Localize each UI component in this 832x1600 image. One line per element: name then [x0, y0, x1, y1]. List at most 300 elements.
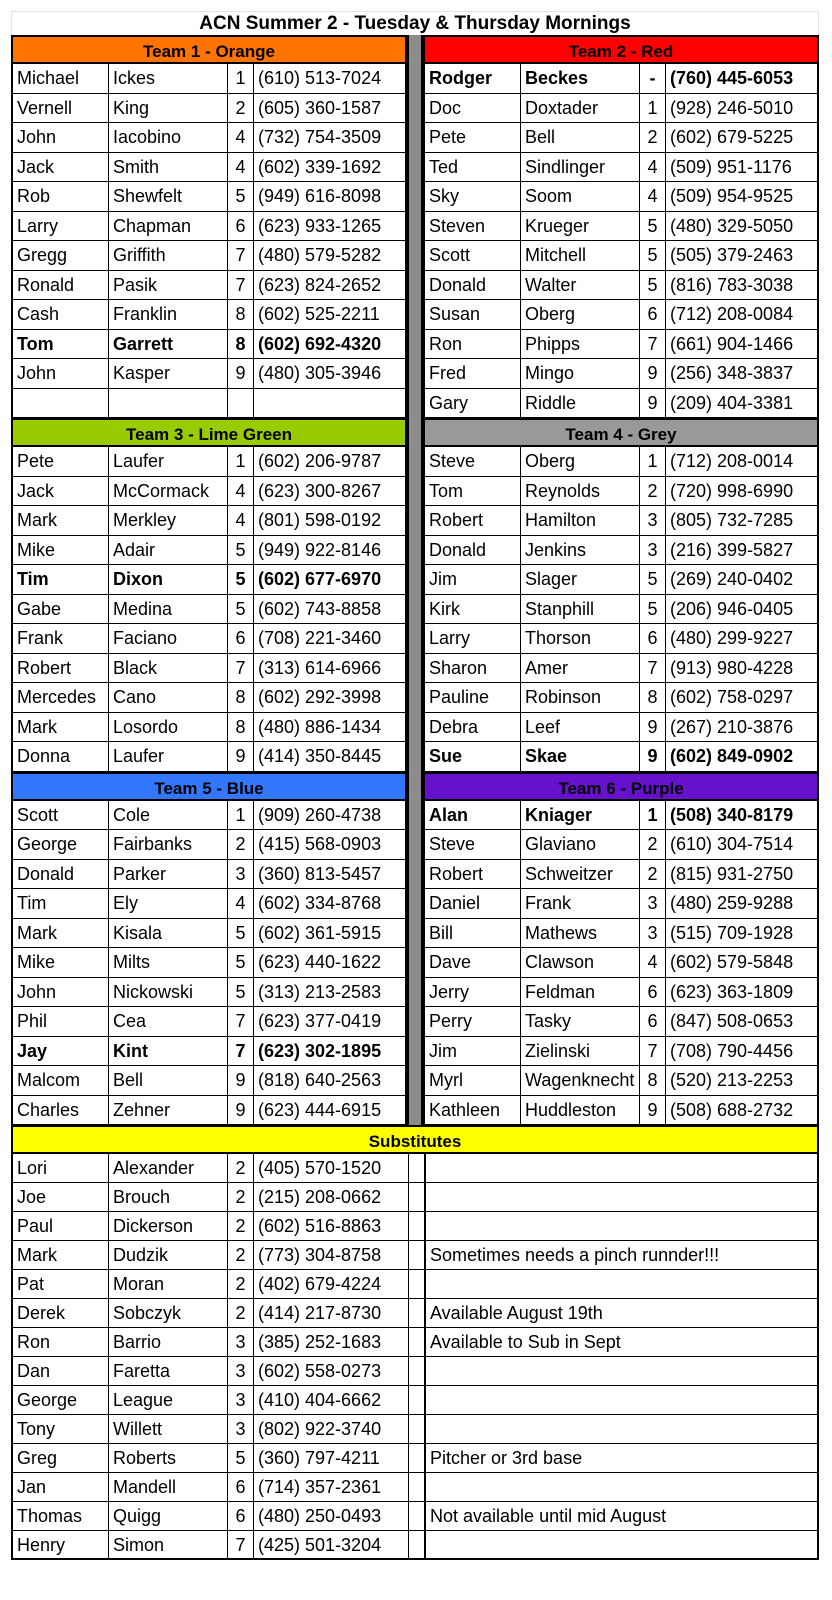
- roster-sheet: [11, 11, 819, 1560]
- first-name-cell: Mike: [13, 536, 109, 565]
- phone-cell: (256) 348-3837: [670, 363, 794, 383]
- phone-cell: (623) 363-1809: [670, 981, 794, 1002]
- first-name-cell: George: [13, 1386, 109, 1414]
- phone-cell: (732) 754-3509: [258, 127, 382, 147]
- last-name-cell: Adair: [109, 536, 228, 565]
- player-row: [11, 300, 407, 330]
- phone-cell: (313) 614-6966: [258, 657, 382, 678]
- level-cell: 9: [640, 713, 666, 742]
- phone-cell: (508) 340-8179: [670, 804, 794, 825]
- first-name-cell: Steven: [425, 212, 521, 241]
- phone-cell: (605) 360-1587: [258, 97, 382, 118]
- level-cell: 4: [640, 153, 666, 182]
- phone-cell: (623) 824-2652: [258, 274, 382, 295]
- first-name-cell: Robert: [425, 860, 521, 889]
- phone-cell: (480) 299-9227: [670, 628, 794, 648]
- player-row: [11, 801, 407, 831]
- level-cell: 2: [640, 123, 666, 152]
- level-cell: 7: [228, 1037, 254, 1066]
- phone-cell: (602) 292-3998: [258, 687, 382, 707]
- last-name-cell: Franklin: [109, 300, 228, 329]
- phone-cell: (847) 508-0653: [670, 1011, 794, 1031]
- level-cell: 5: [228, 595, 254, 624]
- phone-cell: (402) 679-4224: [254, 1270, 409, 1298]
- level-cell: 3: [228, 1415, 254, 1443]
- level-cell: 5: [228, 536, 254, 565]
- first-name-cell: Mark: [13, 506, 109, 535]
- level-cell: 5: [228, 978, 254, 1007]
- last-name-cell: Roberts: [109, 1444, 228, 1472]
- player-row: [423, 713, 819, 743]
- phone-cell: (602) 849-0902: [670, 746, 794, 766]
- first-name-cell: Scott: [425, 241, 521, 270]
- last-name-cell: Brouch: [109, 1183, 228, 1211]
- last-name-cell: Fairbanks: [109, 830, 228, 859]
- spacer-cell: [409, 1357, 425, 1385]
- last-name-cell: Zielinski: [521, 1037, 640, 1066]
- last-name-cell: Mandell: [109, 1473, 228, 1501]
- last-name-cell: Feldman: [521, 978, 640, 1007]
- team-header: Team 1 - Orange: [11, 35, 407, 64]
- player-row: [423, 536, 819, 566]
- spacer-cell: [409, 1386, 425, 1414]
- last-name-cell: Stanphill: [521, 595, 640, 624]
- first-name-cell: Susan: [425, 300, 521, 329]
- level-cell: 7: [228, 271, 254, 300]
- phone-cell: (623) 302-1895: [258, 1040, 382, 1061]
- phone-cell: (714) 357-2361: [254, 1473, 409, 1501]
- note-cell: [425, 1212, 821, 1240]
- level-cell: 2: [640, 860, 666, 889]
- level-cell: 5: [640, 565, 666, 594]
- teams-grid: [11, 35, 819, 1125]
- last-name-cell: Black: [109, 654, 228, 683]
- last-name-cell: Huddleston: [521, 1096, 640, 1125]
- phone-cell: (360) 797-4211: [254, 1444, 409, 1472]
- first-name-cell: Ted: [425, 153, 521, 182]
- level-cell: 4: [228, 123, 254, 152]
- last-name-cell: Ely: [109, 889, 228, 918]
- last-name-cell: Glaviano: [521, 830, 640, 859]
- first-name-cell: Pete: [13, 447, 109, 476]
- first-name-cell: Debra: [425, 713, 521, 742]
- note-cell: Not available until mid August: [425, 1502, 821, 1530]
- first-name-cell: Tim: [13, 889, 109, 918]
- first-name-cell: Malcom: [13, 1066, 109, 1095]
- phone-cell: (909) 260-4738: [258, 804, 382, 825]
- note-cell: [425, 1473, 821, 1501]
- last-name-cell: Zehner: [109, 1096, 228, 1125]
- first-name-cell: Kirk: [425, 595, 521, 624]
- phone-cell: (602) 206-9787: [258, 451, 382, 471]
- phone-cell: (602) 743-8858: [258, 598, 382, 619]
- level-cell: 9: [228, 1066, 254, 1095]
- phone-cell: (760) 445-6053: [670, 68, 794, 88]
- last-name-cell: Soom: [521, 182, 640, 211]
- last-name-cell: Schweitzer: [521, 860, 640, 889]
- level-cell: 8: [228, 330, 254, 359]
- first-name-cell: Larry: [13, 212, 109, 241]
- level-cell: 4: [228, 889, 254, 918]
- phone-cell: (802) 922-3740: [254, 1415, 409, 1443]
- note-cell: [425, 1154, 821, 1182]
- team-block: [423, 35, 819, 418]
- first-name-cell: Rob: [13, 182, 109, 211]
- last-name-cell: Sobczyk: [109, 1299, 228, 1327]
- phone-cell: (414) 217-8730: [254, 1299, 409, 1327]
- first-name-cell: Thomas: [13, 1502, 109, 1530]
- player-row: [11, 624, 407, 654]
- first-name-cell: Pat: [13, 1270, 109, 1298]
- note-cell: [425, 1531, 821, 1558]
- phone-cell: (661) 904-1466: [670, 333, 794, 354]
- first-name-cell: Sky: [425, 182, 521, 211]
- last-name-cell: Medina: [109, 595, 228, 624]
- last-name-cell: Kniager: [521, 801, 640, 830]
- team-pair: [11, 772, 819, 1126]
- phone-cell: (602) 677-6970: [258, 569, 382, 589]
- level-cell: 3: [228, 860, 254, 889]
- last-name-cell: Griffith: [109, 241, 228, 270]
- note-cell: [425, 1270, 821, 1298]
- phone-cell: (623) 440-1622: [258, 952, 382, 972]
- level-cell: 9: [640, 389, 666, 418]
- player-row: [11, 1007, 407, 1037]
- team-header: Team 3 - Lime Green: [11, 418, 407, 447]
- spacer-cell: [409, 1415, 425, 1443]
- player-row: [423, 506, 819, 536]
- phone-cell: (816) 783-3038: [670, 274, 794, 295]
- player-row: [11, 978, 407, 1008]
- last-name-cell: Sindlinger: [521, 153, 640, 182]
- level-cell: 2: [228, 1241, 254, 1269]
- substitute-row: [11, 1357, 819, 1386]
- level-cell: 3: [640, 536, 666, 565]
- phone-cell: (215) 208-0662: [254, 1183, 409, 1211]
- last-name-cell: Laufer: [109, 742, 228, 771]
- first-name-cell: Cash: [13, 300, 109, 329]
- first-name-cell: John: [13, 123, 109, 152]
- level-cell: 7: [640, 654, 666, 683]
- player-row: [423, 860, 819, 890]
- last-name-cell: Parker: [109, 860, 228, 889]
- last-name-cell: Cole: [109, 801, 228, 830]
- column-divider: [407, 35, 423, 418]
- first-name-cell: Tim: [13, 565, 109, 594]
- phone-cell: (520) 213-2253: [670, 1070, 794, 1090]
- note-cell: Pitcher or 3rd base: [425, 1444, 821, 1472]
- player-row: [423, 889, 819, 919]
- team-header: Team 4 - Grey: [423, 418, 819, 447]
- first-name-cell: Mercedes: [13, 683, 109, 712]
- last-name-cell: Dickerson: [109, 1212, 228, 1240]
- first-name-cell: Vernell: [13, 94, 109, 123]
- player-row: [11, 654, 407, 684]
- first-name-cell: George: [13, 830, 109, 859]
- player-row: [423, 153, 819, 183]
- spacer-cell: [409, 1299, 425, 1327]
- level-cell: 5: [228, 182, 254, 211]
- phone-cell: (405) 570-1520: [254, 1154, 409, 1182]
- player-row: [11, 506, 407, 536]
- last-name-cell: Willett: [109, 1415, 228, 1443]
- first-name-cell: Jim: [425, 565, 521, 594]
- team-pair: [11, 418, 819, 772]
- spacer-cell: [409, 1270, 425, 1298]
- last-name-cell: Losordo: [109, 713, 228, 742]
- phone-cell: (602) 339-1692: [258, 156, 382, 177]
- phone-cell: (623) 444-6915: [258, 1099, 382, 1120]
- level-cell: 5: [640, 595, 666, 624]
- last-name-cell: Leef: [521, 713, 640, 742]
- last-name-cell: Smith: [109, 153, 228, 182]
- player-row: [423, 742, 819, 772]
- phone-cell: (708) 221-3460: [258, 628, 382, 648]
- player-row: [423, 447, 819, 477]
- first-name-cell: Steve: [425, 830, 521, 859]
- last-name-cell: Oberg: [521, 300, 640, 329]
- first-name-cell: Tom: [425, 477, 521, 506]
- player-row: [11, 330, 407, 360]
- phone-cell: (805) 732-7285: [670, 510, 794, 530]
- level-cell: 5: [640, 271, 666, 300]
- first-name-cell: Greg: [13, 1444, 109, 1472]
- last-name-cell: Moran: [109, 1270, 228, 1298]
- level-cell: 8: [640, 683, 666, 712]
- first-name-cell: Donald: [425, 271, 521, 300]
- level-cell: 3: [228, 1386, 254, 1414]
- level-cell: 9: [640, 359, 666, 388]
- phone-cell: (602) 525-2211: [258, 304, 380, 324]
- player-row: [11, 948, 407, 978]
- level-cell: 6: [228, 1502, 254, 1530]
- last-name-cell: Cano: [109, 683, 228, 712]
- phone-cell: (773) 304-8758: [254, 1241, 409, 1269]
- player-row: [11, 477, 407, 507]
- player-row: [11, 182, 407, 212]
- phone-cell: (610) 513-7024: [258, 68, 382, 88]
- level-cell: 7: [228, 1007, 254, 1036]
- team-block: [423, 772, 819, 1126]
- level-cell: 9: [640, 1096, 666, 1125]
- level-cell: 3: [228, 1328, 254, 1356]
- phone-cell: (602) 758-0297: [670, 687, 794, 707]
- phone-cell: (949) 616-8098: [258, 186, 382, 206]
- player-row: [11, 389, 407, 419]
- level-cell: 2: [228, 94, 254, 123]
- note-cell: [425, 1415, 821, 1443]
- first-name-cell: Kathleen: [425, 1096, 521, 1125]
- player-row: [423, 271, 819, 301]
- last-name-cell: Tasky: [521, 1007, 640, 1036]
- last-name-cell: Merkley: [109, 506, 228, 535]
- note-cell: [425, 1183, 821, 1211]
- substitute-row: [11, 1473, 819, 1502]
- last-name-cell: Oberg: [521, 447, 640, 476]
- player-row: [423, 624, 819, 654]
- player-row: [11, 742, 407, 772]
- spacer-cell: [409, 1183, 425, 1211]
- player-row: [423, 123, 819, 153]
- level-cell: 3: [640, 889, 666, 918]
- phone-cell: (269) 240-0402: [670, 569, 794, 589]
- first-name-cell: Steve: [425, 447, 521, 476]
- last-name-cell: Frank: [521, 889, 640, 918]
- phone-cell: (928) 246-5010: [670, 97, 794, 118]
- note-cell: Available August 19th: [425, 1299, 821, 1327]
- first-name-cell: Pete: [425, 123, 521, 152]
- first-name-cell: Tony: [13, 1415, 109, 1443]
- last-name-cell: Iacobino: [109, 123, 228, 152]
- first-name-cell: Mark: [13, 919, 109, 948]
- player-row: [11, 713, 407, 743]
- first-name-cell: Jim: [425, 1037, 521, 1066]
- first-name-cell: Mark: [13, 713, 109, 742]
- player-row: [11, 241, 407, 271]
- last-name-cell: Jenkins: [521, 536, 640, 565]
- phone-cell: (801) 598-0192: [258, 510, 382, 530]
- player-row: [423, 389, 819, 419]
- first-name-cell: Jan: [13, 1473, 109, 1501]
- last-name-cell: King: [109, 94, 228, 123]
- first-name-cell: Lori: [13, 1154, 109, 1182]
- last-name-cell: Clawson: [521, 948, 640, 977]
- player-row: [11, 447, 407, 477]
- first-name-cell: John: [13, 359, 109, 388]
- phone-cell: (480) 329-5050: [670, 215, 794, 236]
- level-cell: 8: [640, 1066, 666, 1095]
- substitute-row: [11, 1386, 819, 1415]
- last-name-cell: Garrett: [109, 330, 228, 359]
- level-cell: 8: [228, 300, 254, 329]
- phone-cell: (425) 501-3204: [254, 1531, 409, 1558]
- level-cell: 3: [228, 1357, 254, 1385]
- last-name-cell: Dudzik: [109, 1241, 228, 1269]
- first-name-cell: Jerry: [425, 978, 521, 1007]
- last-name-cell: Doxtader: [521, 94, 640, 123]
- phone-cell: (602) 679-5225: [670, 127, 794, 147]
- team-block: [11, 772, 407, 1126]
- player-row: [423, 212, 819, 242]
- first-name-cell: Derek: [13, 1299, 109, 1327]
- player-row: [423, 1096, 819, 1126]
- level-cell: 9: [228, 742, 254, 771]
- phone-cell: (602) 579-5848: [670, 952, 794, 972]
- last-name-cell: Barrio: [109, 1328, 228, 1356]
- last-name-cell: Kint: [109, 1037, 228, 1066]
- level-cell: 6: [640, 624, 666, 653]
- phone-cell: [254, 389, 409, 418]
- player-row: [423, 948, 819, 978]
- substitute-row: [11, 1502, 819, 1531]
- player-row: [11, 595, 407, 625]
- first-name-cell: [13, 389, 109, 418]
- first-name-cell: Robert: [13, 654, 109, 683]
- last-name-cell: Skae: [521, 742, 640, 771]
- substitute-row: [11, 1183, 819, 1212]
- player-row: [11, 889, 407, 919]
- substitute-row: [11, 1444, 819, 1473]
- first-name-cell: Tom: [13, 330, 109, 359]
- first-name-cell: Bill: [425, 919, 521, 948]
- level-cell: 6: [640, 1007, 666, 1036]
- level-cell: 2: [228, 1299, 254, 1327]
- last-name-cell: Beckes: [521, 64, 640, 93]
- first-name-cell: Sue: [425, 742, 521, 771]
- level-cell: 2: [228, 1183, 254, 1211]
- level-cell: 8: [228, 713, 254, 742]
- level-cell: 5: [640, 212, 666, 241]
- last-name-cell: Walter: [521, 271, 640, 300]
- spacer-cell: [409, 1444, 425, 1472]
- player-row: [423, 654, 819, 684]
- substitutes-section: [11, 1125, 819, 1560]
- phone-cell: (209) 404-3381: [670, 392, 794, 413]
- phone-cell: (508) 688-2732: [670, 1099, 794, 1120]
- level-cell: 4: [228, 506, 254, 535]
- player-row: [423, 683, 819, 713]
- phone-cell: (515) 709-1928: [670, 922, 794, 943]
- first-name-cell: Donald: [425, 536, 521, 565]
- first-name-cell: Ron: [425, 330, 521, 359]
- last-name-cell: Dixon: [109, 565, 228, 594]
- level-cell: 7: [640, 1037, 666, 1066]
- player-row: [423, 477, 819, 507]
- level-cell: 9: [640, 742, 666, 771]
- first-name-cell: Charles: [13, 1096, 109, 1125]
- phone-cell: (818) 640-2563: [258, 1070, 382, 1090]
- level-cell: 6: [228, 1473, 254, 1501]
- note-cell: [425, 1357, 821, 1385]
- level-cell: 4: [228, 153, 254, 182]
- phone-cell: (480) 886-1434: [258, 716, 382, 737]
- spacer-cell: [409, 1154, 425, 1182]
- player-row: [11, 212, 407, 242]
- last-name-cell: Alexander: [109, 1154, 228, 1182]
- substitute-row: [11, 1531, 819, 1560]
- phone-cell: (385) 252-1683: [254, 1328, 409, 1356]
- phone-cell: (206) 946-0405: [670, 598, 794, 619]
- phone-cell: (480) 250-0493: [254, 1502, 409, 1530]
- level-cell: 5: [228, 919, 254, 948]
- level-cell: 3: [640, 919, 666, 948]
- first-name-cell: Ron: [13, 1328, 109, 1356]
- player-row: [11, 1066, 407, 1096]
- first-name-cell: Myrl: [425, 1066, 521, 1095]
- level-cell: 2: [228, 1212, 254, 1240]
- spacer-cell: [409, 1241, 425, 1269]
- player-row: [423, 1066, 819, 1096]
- last-name-cell: Faciano: [109, 624, 228, 653]
- level-cell: 2: [640, 477, 666, 506]
- phone-cell: (712) 208-0084: [670, 304, 794, 324]
- substitute-row: [11, 1328, 819, 1357]
- team-block: [11, 35, 407, 418]
- last-name-cell: McCormack: [109, 477, 228, 506]
- phone-cell: (216) 399-5827: [670, 539, 794, 560]
- phone-cell: (949) 922-8146: [258, 539, 382, 560]
- player-row: [423, 919, 819, 949]
- phone-cell: (623) 933-1265: [258, 215, 382, 236]
- first-name-cell: Daniel: [425, 889, 521, 918]
- player-row: [423, 978, 819, 1008]
- player-row: [11, 1037, 407, 1067]
- phone-cell: (610) 304-7514: [670, 834, 794, 854]
- note-cell: [425, 1386, 821, 1414]
- player-row: [423, 300, 819, 330]
- first-name-cell: John: [13, 978, 109, 1007]
- level-cell: 5: [228, 565, 254, 594]
